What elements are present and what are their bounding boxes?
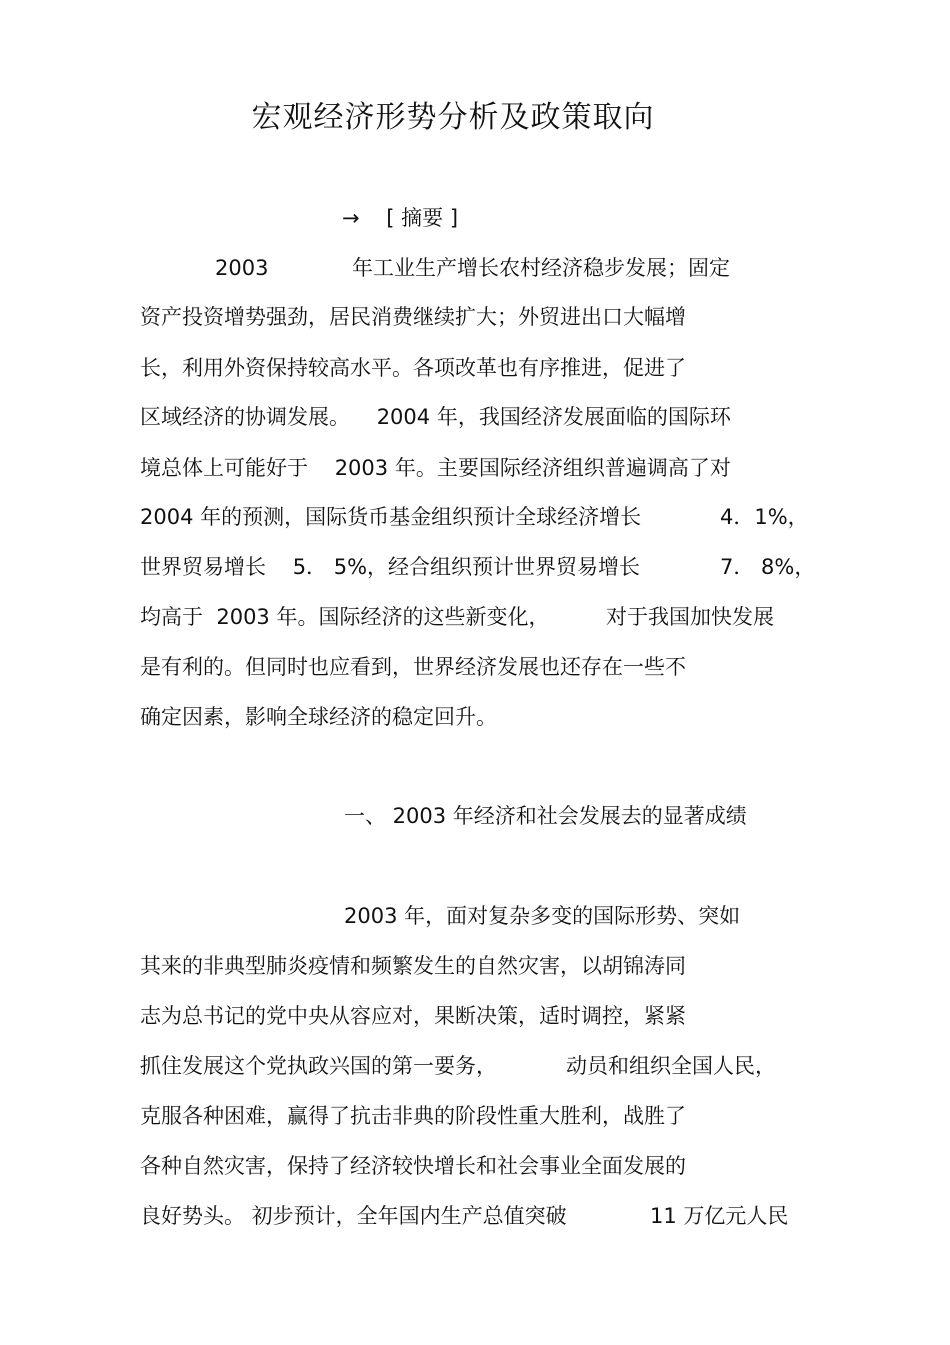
section-1-line-2: 其来的非典型肺炎疫情和频繁发生的自然灾害，以胡锦涛同 xyxy=(140,954,686,978)
abstract-line-8-end: 对于我国加快发展 xyxy=(606,605,774,629)
abstract-line-10: 确定因素，影响全球经济的稳定回升。 xyxy=(140,705,497,729)
abstract-line-6-value: 4．1%， xyxy=(720,505,809,529)
abstract-line-9: 是有利的。但同时也应看到，世界经济发展也还存在一些不 xyxy=(140,655,686,679)
abstract-line-8: 均高于 2003 年。国际经济的这些新变化， xyxy=(140,605,550,629)
section-1-line-6: 各种自然灾害，保持了经济较快增长和社会事业全面发展的 xyxy=(140,1154,686,1178)
section-1-line-5: 克服各种困难，赢得了抗击非典的阶段性重大胜利，战胜了 xyxy=(140,1104,686,1128)
abstract-line-5: 境总体上可能好于 2003 年。主要国际经济组织普遍调高了对 xyxy=(140,456,731,480)
abstract-line-3: 长，利用外资保持较高水平。各项改革也有序推进，促进了 xyxy=(140,356,686,380)
section-1-line-3: 志为总书记的党中央从容应对，果断决策，适时调控，紧紧 xyxy=(140,1004,686,1028)
abstract-line-4: 区域经济的协调发展。 2004 年，我国经济发展面临的国际环 xyxy=(140,405,731,429)
abstract-line-6: 2004 年的预测，国际货币基金组织预计全球经济增长 xyxy=(140,505,642,529)
section-1-line-4: 抓住发展这个党执政兴国的第一要务， xyxy=(140,1054,497,1078)
abstract-line-1: 年工业生产增长农村经济稳步发展；固定 xyxy=(352,256,730,280)
section-1-line-4-end: 动员和组织全国人民， xyxy=(566,1054,776,1078)
section-1-line-7-end: 11 万亿元人民 xyxy=(650,1204,789,1228)
abstract-line-7: 世界贸易增长 5． 5%，经合组织预计世界贸易增长 xyxy=(140,555,641,579)
abstract-year: 2003 xyxy=(215,256,269,280)
section-1-line-1: 2003 年，面对复杂多变的国际形势、突如 xyxy=(344,904,741,928)
document-title: 宏观经济形势分析及政策取向 xyxy=(251,100,655,135)
abstract-heading: → [ 摘要 ] xyxy=(342,206,459,230)
abstract-line-2: 资产投资增势强劲，居民消费继续扩大；外贸进出口大幅增 xyxy=(140,305,686,329)
section-1-line-7: 良好势头。 初步预计，全年国内生产总值突破 xyxy=(140,1204,567,1228)
abstract-line-7-value: 7． 8%， xyxy=(720,555,816,579)
section-1-heading: 一、 2003 年经济和社会发展去的显著成绩 xyxy=(344,804,747,828)
